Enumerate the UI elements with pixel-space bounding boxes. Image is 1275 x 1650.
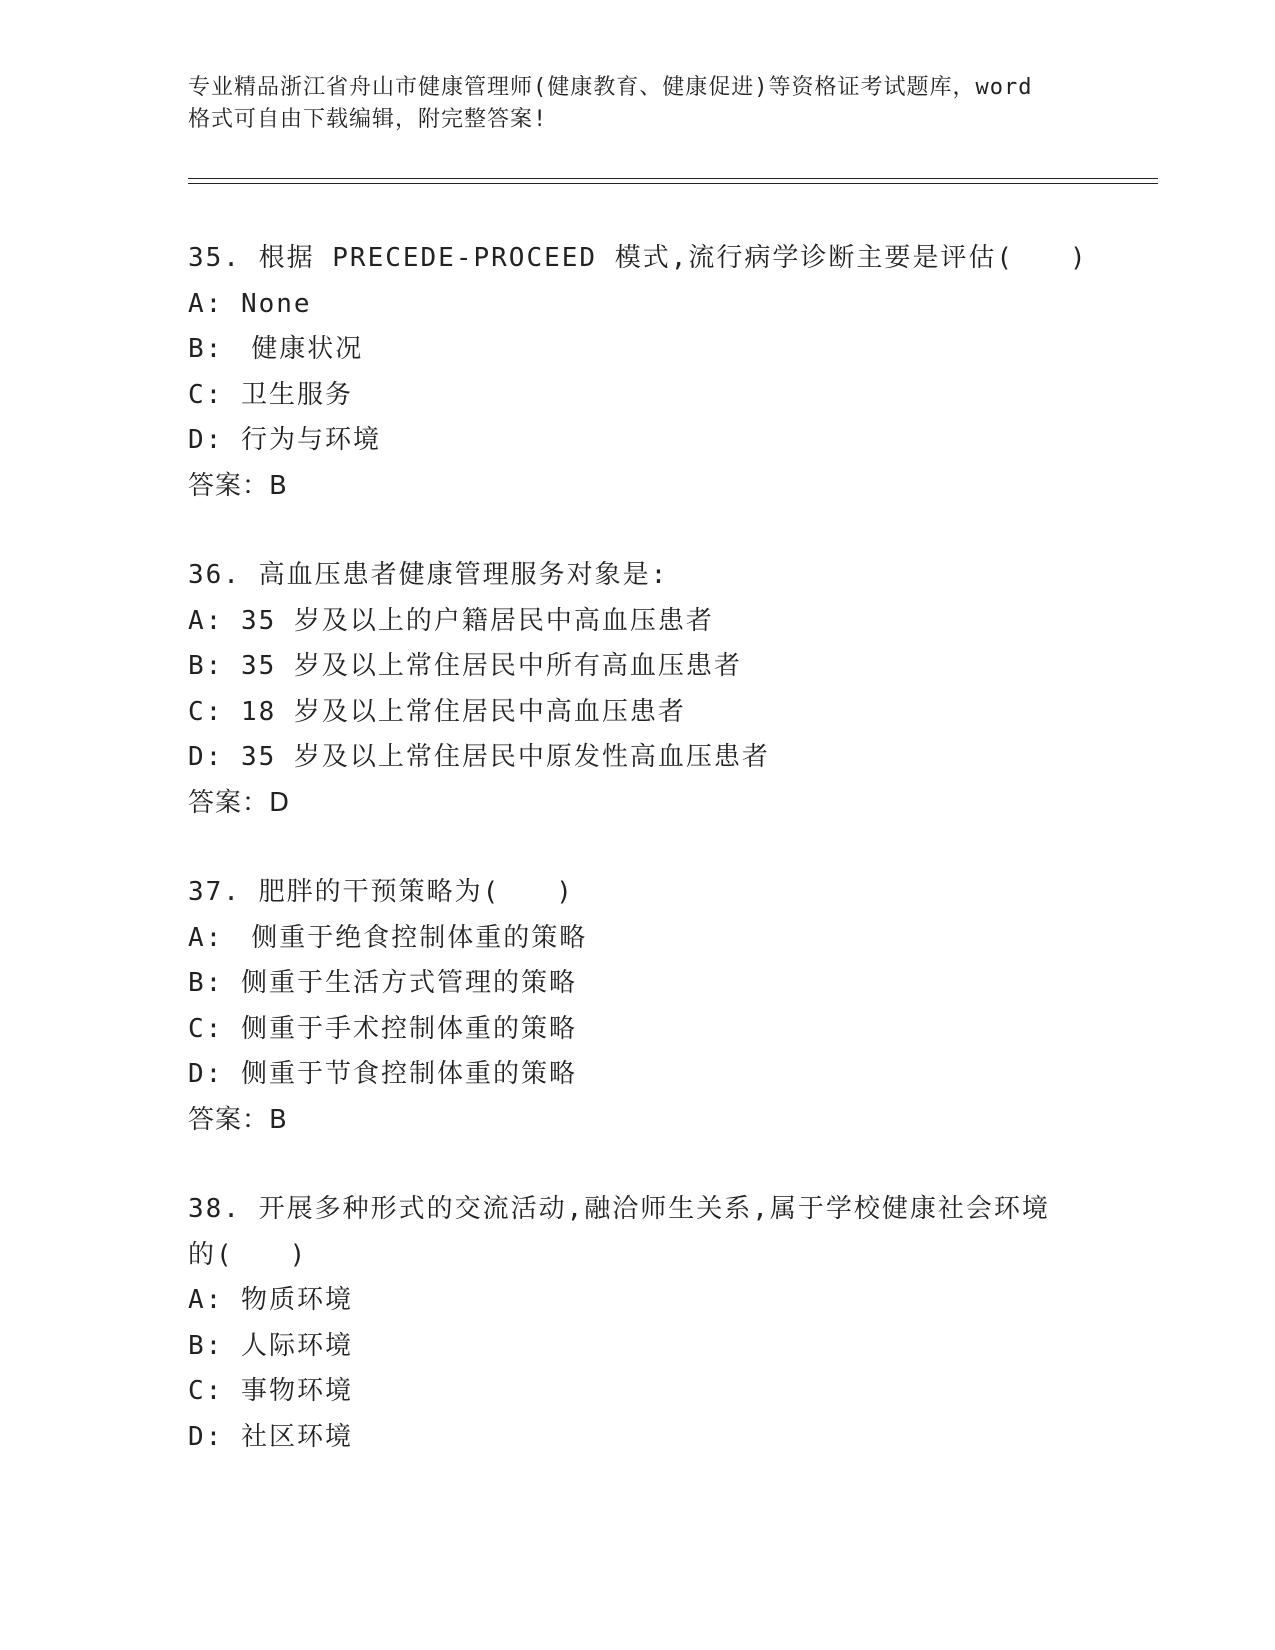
option-a: A: 35 岁及以上的户籍居民中高血压患者 xyxy=(188,605,714,636)
option-b: B: 人际环境 xyxy=(188,1330,353,1361)
header-divider-bottom xyxy=(188,183,1158,184)
question-stem-line-2: 的( ) xyxy=(188,1239,308,1270)
question-stem: 35. 根据 PRECEDE-PROCEED 模式,流行病学诊断主要是评估( ) xyxy=(188,243,1088,273)
answer-label: 答案：B xyxy=(188,1104,288,1135)
option-b: B: 健康状况 xyxy=(188,334,364,364)
question-38 xyxy=(188,1187,1148,1460)
option-c: C: 事物环境 xyxy=(188,1376,353,1406)
question-36 xyxy=(188,553,1148,826)
question-list xyxy=(188,236,1148,1504)
question-stem: 37. 肥胖的干预策略为( ) xyxy=(188,877,574,907)
option-a: A: 物质环境 xyxy=(188,1285,353,1315)
answer-label: 答案：D xyxy=(188,787,291,818)
option-a: A: 侧重于绝食控制体重的策略 xyxy=(188,922,588,953)
option-a: A: None xyxy=(188,288,312,319)
header-line-1: 专业精品浙江省舟山市健康管理师(健康教育、健康促进)等资格证考试题库，word xyxy=(188,75,1033,100)
option-d: D: 社区环境 xyxy=(188,1421,353,1452)
header-divider-top xyxy=(188,178,1158,179)
option-b: B: 侧重于生活方式管理的策略 xyxy=(188,968,577,998)
option-d: D: 35 岁及以上常住居民中原发性高血压患者 xyxy=(188,742,770,772)
option-d: D: 行为与环境 xyxy=(188,425,381,455)
question-37 xyxy=(188,870,1148,1143)
header-line-2: 格式可自由下载编辑，附完整答案! xyxy=(188,107,548,132)
answer-label: 答案：B xyxy=(188,470,288,501)
option-c: C: 侧重于手术控制体重的策略 xyxy=(188,1013,577,1044)
option-c: C: 卫生服务 xyxy=(188,379,353,410)
question-stem: 36. 高血压患者健康管理服务对象是: xyxy=(188,560,669,590)
option-b: B: 35 岁及以上常住居民中所有高血压患者 xyxy=(188,651,742,681)
option-c: C: 18 岁及以上常住居民中高血压患者 xyxy=(188,696,686,727)
option-d: D: 侧重于节食控制体重的策略 xyxy=(188,1059,577,1089)
question-stem-line-1: 38. 开展多种形式的交流活动,融洽师生关系,属于学校健康社会环境 xyxy=(188,1194,1050,1224)
question-35 xyxy=(188,236,1148,509)
document-header xyxy=(188,72,1088,136)
